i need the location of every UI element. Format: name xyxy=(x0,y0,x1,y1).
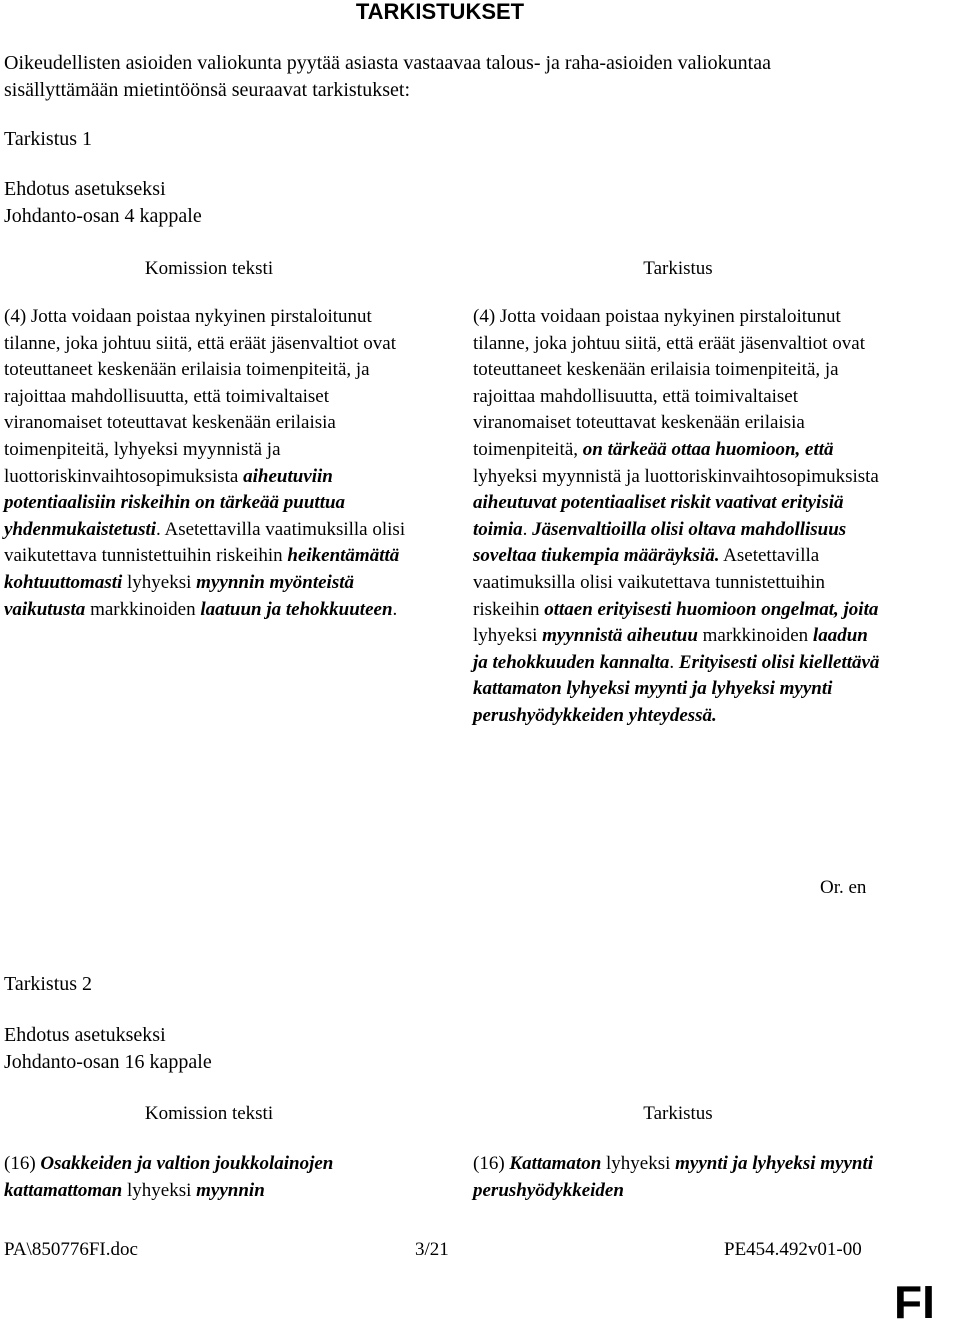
page-title: TARKISTUKSET xyxy=(355,0,525,24)
text-segment: . Asetettavilla vaatimuksilla olisi vaikutettava tunnistettuihin riskeihin xyxy=(4,518,406,567)
emphasized-text-segment: laadun ja tehokkuuden kannalta xyxy=(473,625,868,673)
amendment-2-amended-text xyxy=(473,1151,883,1204)
emphasized-text-segment: Osakkeiden ja valtion joukkolainojen kattamattoman xyxy=(4,1153,334,1201)
text-segment: markkinoiden xyxy=(697,625,813,647)
amendment-2-location: Johdanto-osan 16 kappale xyxy=(4,1051,212,1073)
emphasized-text-segment: on tärkeää ottaa huomioon, että xyxy=(582,438,834,460)
text-segment: lyhyeksi xyxy=(122,1179,197,1201)
amendment-2-number: Tarkistus 2 xyxy=(4,973,93,995)
text-segment: markkinoiden xyxy=(85,598,201,620)
text-segment: Asetettavilla vaatimuksilla olisi vaikutettava tunnistettuihin riskeihin xyxy=(473,545,825,620)
amendment-2-right-header: Tarkistus xyxy=(643,1103,713,1124)
emphasized-text-segment: laatuun ja tehokkuuteen xyxy=(200,598,393,620)
text-segment: . xyxy=(522,518,533,540)
footer-pe-reference: PE454.492v01-00 xyxy=(724,1239,862,1260)
amendment-1-number: Tarkistus 1 xyxy=(4,128,93,150)
intro-paragraph: Oikeudellisten asioiden valiokunta pyytää asiasta vastaavaa talous- ja raha-asioiden valiokuntaa sisällyttämään mietintöönsä seuraavat tarkistukset: xyxy=(4,52,771,101)
amendment-2-left-header: Komission teksti xyxy=(144,1103,274,1124)
text-segment: lyhyeksi xyxy=(601,1153,676,1174)
amendment-1-location: Johdanto-osan 4 kappale xyxy=(4,205,202,227)
amendment-1-left-header: Komission teksti xyxy=(144,258,274,279)
amendment-1-proposal: Ehdotus asetukseksi xyxy=(4,178,166,200)
amended-text-paragraph xyxy=(473,304,883,730)
text-segment: (16) xyxy=(4,1153,41,1174)
amendment-2-proposal: Ehdotus asetukseksi xyxy=(4,1024,166,1046)
commission-text-paragraph xyxy=(4,304,424,623)
commission-text-paragraph xyxy=(4,1151,424,1204)
amendment-1-amended-text xyxy=(473,304,883,730)
text-segment: . xyxy=(392,598,398,620)
emphasized-text-segment: ottaen erityisesti huomioon ongelmat, joita xyxy=(544,598,879,620)
amendment-1-commission-text xyxy=(4,304,424,623)
emphasized-text-segment: aiheutuviin potentiaalisiin riskeihin on tärkeää puuttua yhdenmukaistetusti xyxy=(4,465,346,540)
text-segment: (16) xyxy=(473,1153,510,1174)
text-segment: lyhyeksi xyxy=(473,625,543,647)
text-segment: lyhyeksi myynnistä ja luottoriskinvaihtosopimuksista xyxy=(473,465,879,487)
text-segment: . xyxy=(669,651,679,673)
original-language-note: Or. en xyxy=(820,877,867,898)
language-code: FI xyxy=(894,1276,935,1328)
text-segment: lyhyeksi xyxy=(122,571,197,593)
emphasized-text-segment: myynnin xyxy=(196,1179,265,1201)
emphasized-text-segment: myynnistä aiheutuu xyxy=(542,625,698,647)
emphasized-text-segment: myynti ja lyhyeksi myynti perushyödykkeiden xyxy=(473,1153,874,1201)
emphasized-text-segment: Kattamaton xyxy=(509,1153,602,1174)
text-segment: (4) Jotta voidaan poistaa nykyinen pirstaloitunut tilanne, joka johtuu siitä, että eräät jäsenvaltiot ovat toteuttaneet keskenään erilaisia toimenpiteitä, ja rajoittaa mahdollisuutta, että toimivaltaiset viranomaiset toteuttavat keskenään erilaisia toimenpiteitä, lyhyeksi myynnistä ja luottoriskinvaihtosopimuksista xyxy=(4,306,397,487)
amended-text-paragraph xyxy=(473,1151,883,1204)
emphasized-text-segment: heikentämättä kohtuuttomasti xyxy=(4,545,400,593)
footer-doc-reference: PA\850776FI.doc xyxy=(4,1239,138,1260)
footer-page-number: 3/21 xyxy=(415,1239,449,1260)
emphasized-text-segment: Erityisesti olisi kiellettävä kattamaton lyhyeksi myynti ja lyhyeksi myynti perushyödykkeiden yhteydessä. xyxy=(473,651,880,726)
emphasized-text-segment: aiheutuvat potentiaaliset riskit vaativat erityisiä toimia xyxy=(473,492,844,540)
amendment-1-right-header: Tarkistus xyxy=(643,258,713,279)
emphasized-text-segment: myynnin myönteistä vaikutusta xyxy=(4,571,354,620)
amendment-2-commission-text xyxy=(4,1151,424,1204)
emphasized-text-segment: Jäsenvaltioilla olisi oltava mahdollisuus soveltaa tiukempia määräyksiä. xyxy=(473,518,847,567)
text-segment: (4) Jotta voidaan poistaa nykyinen pirstaloitunut tilanne, joka johtuu siitä, että eräät jäsenvaltiot ovat toteuttaneet keskenään erilaisia toimenpiteitä, ja rajoittaa mahdollisuutta, että toimivaltaiset viranomaiset toteuttavat keskenään erilaisia toimenpiteitä, xyxy=(473,306,866,460)
